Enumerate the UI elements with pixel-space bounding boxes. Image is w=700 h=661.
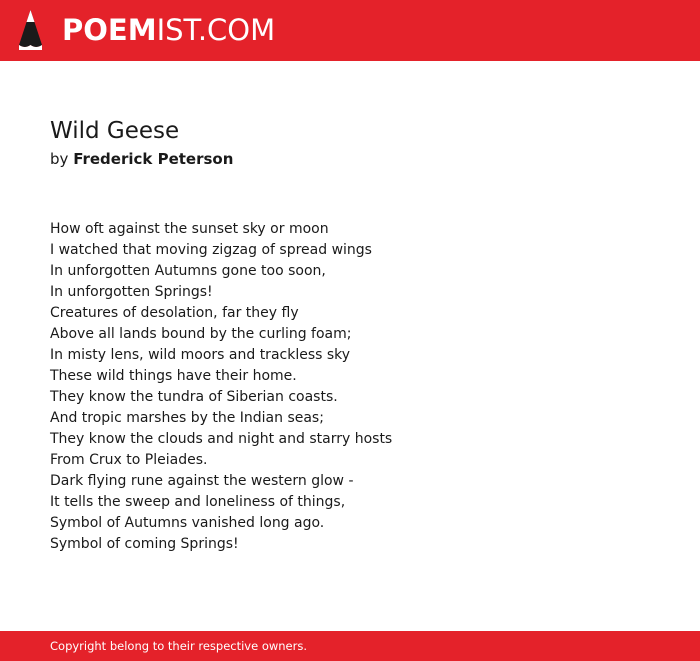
poem-body <box>50 219 392 555</box>
by-label: by <box>50 150 69 168</box>
poem-line: Dark flying rune against the western glow - <box>50 473 354 489</box>
poem-author: Frederick Peterson <box>73 150 234 168</box>
poem-title: Wild Geese <box>50 118 180 144</box>
poem-line: They know the clouds and night and starry hosts <box>50 431 393 447</box>
pencil-icon[interactable] <box>17 9 44 51</box>
poem-line: From Crux to Pleiades. <box>50 452 208 468</box>
copyright-text: Copyright belong to their respective owners. <box>50 639 308 653</box>
poem-line: Symbol of coming Springs! <box>50 536 239 552</box>
poem-line: Symbol of Autumns vanished long ago. <box>50 515 325 531</box>
poem-line: And tropic marshes by the Indian seas; <box>50 410 324 426</box>
poem-line: These wild things have their home. <box>50 368 297 384</box>
site-logo-link[interactable] <box>62 12 275 48</box>
poem-line: In misty lens, wild moors and trackless sky <box>50 347 351 363</box>
poem-line: How oft against the sunset sky or moon <box>50 221 329 237</box>
poem-line: It tells the sweep and loneliness of things, <box>50 494 346 510</box>
poem-byline <box>50 148 233 170</box>
poem-line: They know the tundra of Siberian coasts. <box>50 389 338 405</box>
poem-line: Above all lands bound by the curling foam; <box>50 326 352 342</box>
poem-line: I watched that moving zigzag of spread wings <box>50 242 372 258</box>
site-header <box>0 0 700 61</box>
poem-line: In unforgotten Springs! <box>50 284 213 300</box>
brand-bold-text: POEM <box>62 13 157 47</box>
brand-light-text: IST.COM <box>156 13 276 47</box>
poem-line: Creatures of desolation, far they fly <box>50 305 299 321</box>
site-footer <box>0 631 700 661</box>
poem-line: In unforgotten Autumns gone too soon, <box>50 263 326 279</box>
